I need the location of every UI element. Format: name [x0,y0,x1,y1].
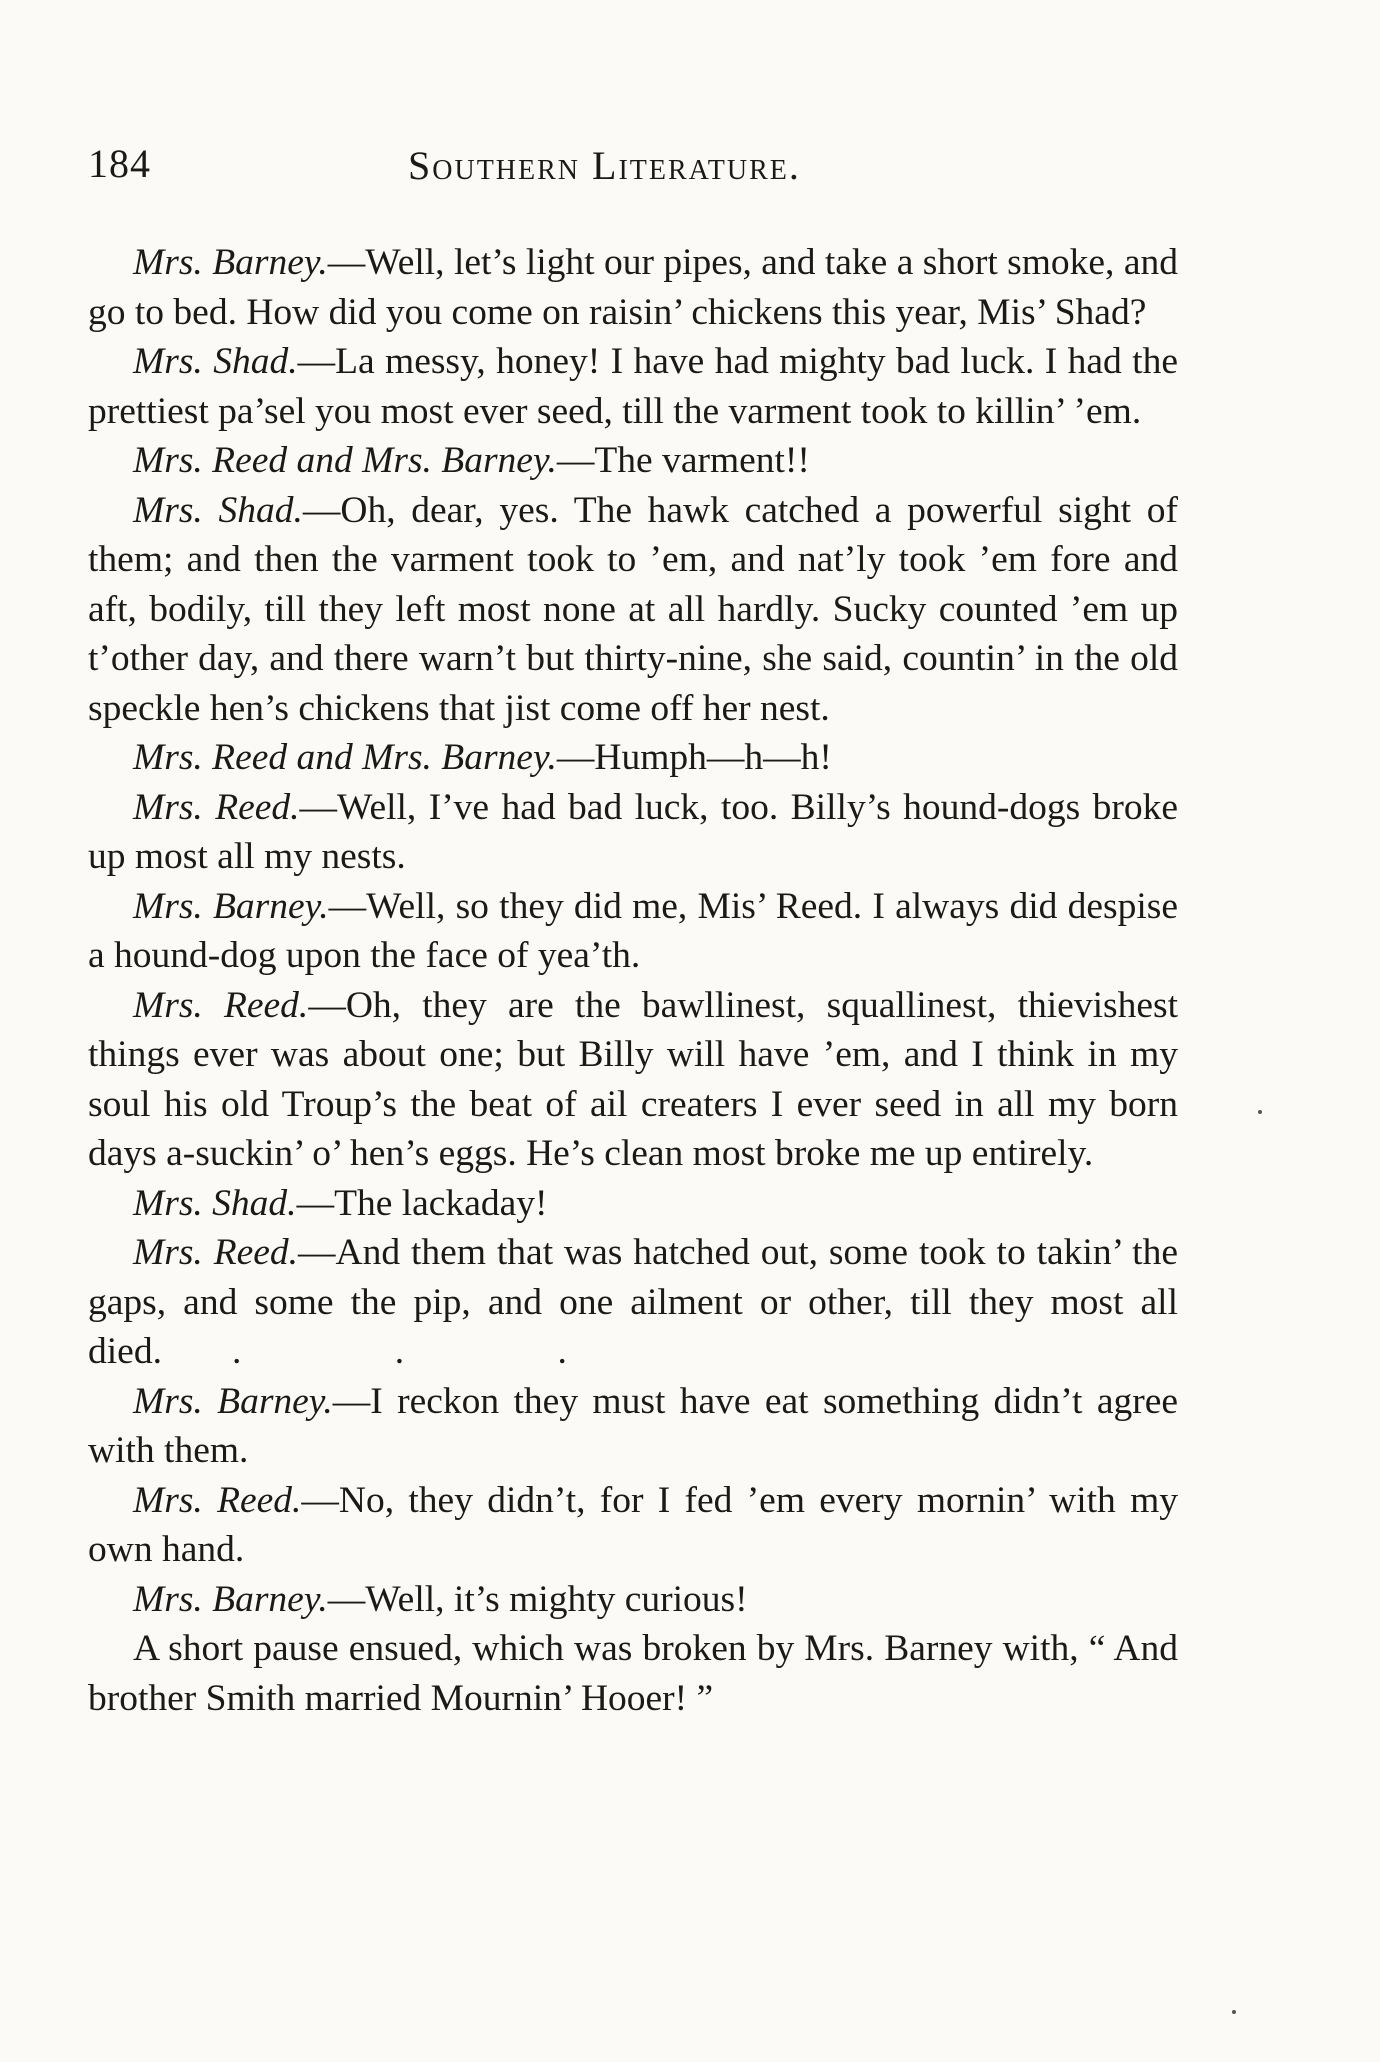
dialogue-text: —Well, let’s light our pipes, and take a short smoke, and go to bed. How did you come on raisin’ chickens this year, Mis’ Shad? [88,242,1178,333]
speaker-name: Mrs. Barney. [133,242,328,283]
speaker-name: Mrs. Shad. [133,1182,297,1224]
dialogue-text: —La messy, honey! I have had mighty bad luck. I had the prettiest pa’sel you most ever seed, till the varment took to killin’ ’em. [88,341,1178,432]
dialogue-text: —The lackaday! [296,1182,548,1224]
running-head [88,130,1178,200]
dialogue-paragraph [88,783,1178,882]
speaker-name: Mrs. Reed. [133,786,300,828]
dialogue-text: —Oh, dear, yes. The hawk catched a powerful sight of them; and then the varment took to ’em, and nat’ly took ’em fore and aft, bodily, till they left most none at all hardly. Sucky counted ’em up t’other day, and there warn’t but thirty-nine, she said, countin’ in the old speckle hen’s chickens that jist come off her nest. [88,489,1178,729]
dialogue-text: —Well, I’ve had bad luck, too. Billy’s hound-dogs broke up most all my nests. [88,786,1178,877]
dialogue-text: —I reckon they must have eat something didn’t agree with them. [88,1380,1178,1471]
dialogue-paragraph [88,1179,1178,1229]
dialogue-paragraph [88,1476,1178,1575]
running-title: Southern Literature. [408,143,801,188]
speaker-name: Mrs. Shad. [133,489,303,531]
ellipsis: . . . [231,1331,639,1372]
ink-speck [1258,1110,1262,1114]
speaker-name: Mrs. Reed. [133,1479,302,1521]
dialogue-text: —No, they didn’t, for I fed ’em every mornin’ with my own hand. [88,1479,1178,1570]
dialogue-paragraph [88,981,1178,1179]
dialogue-text: —Humph—h—h! [556,737,832,778]
page-body [88,238,1178,1723]
book-page [88,130,1178,1723]
dialogue-paragraph [88,337,1178,436]
dialogue-paragraph [88,1377,1178,1476]
dialogue-text: —Well, it’s mighty curious! [327,1578,748,1620]
speaker-name: Mrs. Shad. [133,341,298,382]
speaker-name: Mrs. Barney. [133,1380,333,1422]
closing-paragraph: A short pause ensued, which was broken by Mrs. Barney with, “ And brother Smith married Mournin’ Hooer! ” [88,1628,1178,1719]
speaker-name: Mrs. Barney. [133,1578,328,1620]
speaker-name: Mrs. Reed and Mrs. Barney. [133,440,557,481]
dialogue-paragraph [88,436,1178,486]
speaker-name: Mrs. Reed. [133,1232,299,1273]
dialogue-paragraph [88,1575,1178,1625]
ink-speck [1232,2010,1236,2014]
speaker-name: Mrs. Reed. [133,984,309,1026]
dialogue-text: —Well, so they did me, Mis’ Reed. I always did despise a hound-dog upon the face of yea’th. [88,885,1178,976]
dialogue-paragraph [88,882,1178,981]
dialogue-paragraph [88,238,1178,337]
page-number: 184 [88,141,151,186]
dialogue-paragraph [88,733,1178,783]
dialogue-paragraph [88,486,1178,734]
dialogue-text: —And them that was hatched out, some took to takin’ the gaps, and some the pip, and one ailment or other, till they most all died. [88,1232,1178,1372]
speaker-name: Mrs. Reed and Mrs. Barney. [133,737,557,778]
dialogue-paragraph [88,1228,1178,1377]
speaker-name: Mrs. Barney. [133,885,329,927]
dialogue-text: —Oh, they are the bawllinest, squallinest, thievishest things ever was about one; but Billy will have ’em, and I think in my soul his old Troup’s the beat of ail creaters I ever seed in all my born days a-suckin’ o’ hen’s eggs. He’s clean most broke me up entirely. [88,984,1178,1174]
dialogue-text: —The varment!! [556,440,810,481]
